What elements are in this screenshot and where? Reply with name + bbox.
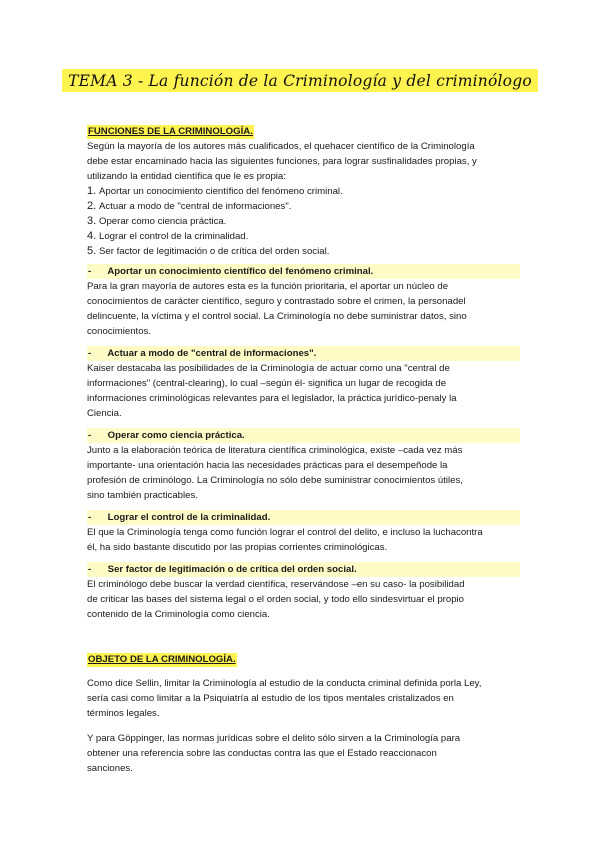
list-number: 5. xyxy=(87,245,97,257)
subsection-heading xyxy=(87,264,520,279)
funciones-intro xyxy=(87,139,517,259)
text-line: importante- una orientación hacia las necesidades prácticas para el desempeñode la xyxy=(87,460,448,471)
list-text: Actuar a modo de "central de informaciones". xyxy=(99,201,292,212)
list-text: Ser factor de legitimación o de crítica del orden social. xyxy=(99,246,330,257)
subsection-heading-text: Operar como ciencia práctica. xyxy=(107,430,245,441)
list-item xyxy=(87,214,517,229)
text-line: Según la mayoría de los autores más cualificados, el quehacer científico de la Criminología xyxy=(87,141,475,152)
text-line: Ciencia. xyxy=(87,408,122,419)
objeto-para-1 xyxy=(87,676,517,721)
text-line: Junto a la elaboración teórica de literatura científica criminológica, existe –cada vez más xyxy=(87,445,463,456)
dash-bullet: - xyxy=(88,266,92,277)
text-line: obtener una referencia sobre las conductas contra las que el Estado reaccionacon xyxy=(87,748,437,759)
list-text: Aportar un conocimiento científico del fenómeno criminal. xyxy=(99,186,343,197)
text-line: de criticar las bases del sistema legal o el orden social, y todo ello sindesvirtuar el propio xyxy=(87,594,465,605)
text-line: conocimientos. xyxy=(87,326,151,337)
list-text: Lograr el control de la criminalidad. xyxy=(99,231,249,242)
subsection-body xyxy=(87,525,517,555)
text-line: contenido de la Criminología como ciencia. xyxy=(87,609,270,620)
dash-bullet: - xyxy=(88,430,92,441)
page-title: TEMA 3 - La función de la Criminología y del criminólogo xyxy=(62,69,538,92)
text-line: informaciones" (central-clearing), lo cual –según él- significa un lugar de recogida de xyxy=(87,378,447,389)
dash-bullet: - xyxy=(88,348,92,359)
text-line: delincuente, la víctima y el control social. La Criminología no debe suministrar datos, sino xyxy=(87,311,467,322)
subsection-heading xyxy=(87,346,520,361)
text-line: términos legales. xyxy=(87,708,160,719)
funciones-list xyxy=(87,184,517,259)
subsection-body xyxy=(87,577,517,622)
text-line: él, ha sido bastante discutido por las propias corrientes criminológicas. xyxy=(87,542,388,553)
objeto-para-2 xyxy=(87,731,517,776)
subsection-heading-text: Actuar a modo de "central de informaciones". xyxy=(107,348,317,359)
subsection-body xyxy=(87,443,517,503)
list-number: 2. xyxy=(87,200,97,212)
subsection-heading-text: Ser factor de legitimación o de crítica del orden social. xyxy=(107,564,357,575)
subsection-heading-text: Lograr el control de la criminalidad. xyxy=(107,512,271,523)
list-item xyxy=(87,244,517,259)
text-line: debe estar encaminado hacia las siguientes funciones, para lograr susfinalidades propias, y xyxy=(87,156,477,167)
text-line: Para la gran mayoría de autores esta es la función prioritaria, el aportar un núcleo de xyxy=(87,281,449,292)
title-wrap xyxy=(0,69,600,92)
text-line: El que la Criminología tenga como función lograr el control del delito, e incluso la luchacontra xyxy=(87,527,483,538)
dash-bullet: - xyxy=(88,564,92,575)
list-number: 3. xyxy=(87,215,97,227)
list-text: Operar como ciencia práctica. xyxy=(99,216,227,227)
text-line: El criminólogo debe buscar la verdad científica, reservándose –en su caso- la posibilidad xyxy=(87,579,465,590)
subsection-heading xyxy=(87,428,520,443)
section-heading-funciones: FUNCIONES DE LA CRIMINOLOGÍA. xyxy=(88,126,253,137)
list-item xyxy=(87,184,517,199)
list-number: 4. xyxy=(87,230,97,242)
text-line: sería casi como limitar a la Psiquiatría al estudio de los tipos mentales cristalizados en xyxy=(87,693,454,704)
text-line: sino también practicables. xyxy=(87,490,198,501)
text-line: profesión de criminólogo. La Criminología no sólo debe suministrar conocimientos útiles, xyxy=(87,475,463,486)
subsection-body xyxy=(87,279,517,339)
list-item xyxy=(87,229,517,244)
subsection-body xyxy=(87,361,517,421)
text-line: sanciones. xyxy=(87,763,133,774)
subsection-heading xyxy=(87,562,520,577)
subsection-heading-text: Aportar un conocimiento científico del fenómeno criminal. xyxy=(107,266,374,277)
text-line: Kaiser destacaba las posibilidades de la Criminología de actuar como una "central de xyxy=(87,363,450,374)
text-line: Como dice Sellin, limitar la Criminología al estudio de la conducta criminal definida porla Ley, xyxy=(87,678,482,689)
list-number: 1. xyxy=(87,185,97,197)
text-line: utilizando la entidad científica que le es propia: xyxy=(87,171,286,182)
text-line: Y para Göppinger, las normas jurídicas sobre el delito sólo sirven a la Criminología para xyxy=(87,733,461,744)
dash-bullet: - xyxy=(88,512,92,523)
text-line: informaciones criminológicas relevantes para el legislador, la práctica jurídico-penaly la xyxy=(87,393,457,404)
subsection-heading xyxy=(87,510,520,525)
list-item xyxy=(87,199,517,214)
text-line: conocimientos de carácter científico, seguro y contrastado sobre el crimen, la personadel xyxy=(87,296,466,307)
section-heading-objeto: OBJETO DE LA CRIMINOLOGÍA. xyxy=(88,654,236,665)
